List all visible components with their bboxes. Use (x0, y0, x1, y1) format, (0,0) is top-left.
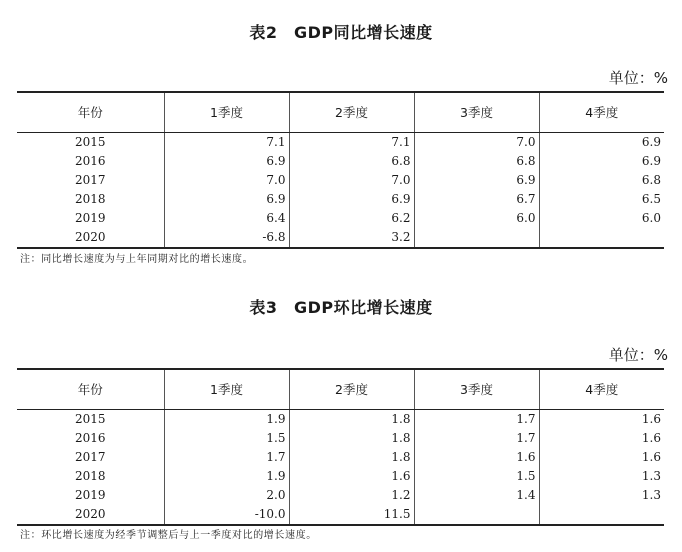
table-row (17, 190, 664, 209)
value-cell: 1.8 (289, 448, 414, 467)
value-cell: 1.4 (414, 486, 539, 505)
value-cell: 1.7 (164, 448, 289, 467)
table-row (17, 171, 664, 190)
value-cell: 7.1 (289, 132, 414, 152)
value-cell (414, 228, 539, 248)
table-row (17, 467, 664, 486)
value-cell: 1.3 (641, 487, 661, 502)
year-cell: 2017 (17, 171, 164, 190)
value-cell: 6.0 (414, 209, 539, 228)
year-cell: 2016 (17, 152, 164, 171)
value-cell: 1.9 (164, 467, 289, 486)
table3-gdp-qoq (17, 368, 664, 526)
value-cell: 6.9 (289, 190, 414, 209)
table-row (17, 228, 664, 248)
table2-gdp-yoy (17, 91, 664, 249)
value-cell: 1.6 (641, 449, 661, 464)
value-cell: 1.8 (289, 429, 414, 448)
table-row (17, 209, 664, 228)
header-q3: 3季度 (414, 369, 539, 409)
year-cell: 2015 (17, 132, 164, 152)
value-cell: 6.9 (641, 153, 661, 168)
year-cell: 2020 (17, 505, 164, 525)
value-cell: 1.8 (289, 409, 414, 429)
value-cell: 1.3 (641, 468, 661, 483)
value-cell: 6.9 (164, 190, 289, 209)
value-cell: 1.6 (641, 411, 661, 426)
table-row (17, 152, 664, 171)
value-cell: 1.9 (164, 409, 289, 429)
value-cell (539, 505, 664, 525)
table-row (17, 429, 664, 448)
value-cell: 6.5 (641, 191, 661, 206)
value-cell: 6.8 (414, 152, 539, 171)
value-cell: 1.5 (164, 429, 289, 448)
table2-header-row (17, 92, 664, 132)
value-cell: 6.9 (414, 171, 539, 190)
header-q2: 2季度 (289, 92, 414, 132)
value-cell: 1.2 (289, 486, 414, 505)
value-cell: 1.7 (414, 409, 539, 429)
value-cell: 7.1 (164, 132, 289, 152)
year-cell: 2016 (17, 429, 164, 448)
header-year: 年份 (17, 92, 164, 132)
header-q4: 4季度 (539, 92, 664, 132)
table2-title: 表2 GDP同比增长速度 (249, 23, 433, 42)
table-row (17, 486, 664, 505)
value-cell: 7.0 (289, 171, 414, 190)
value-cell: 6.8 (641, 172, 661, 187)
value-cell: 7.0 (414, 132, 539, 152)
value-cell: 6.2 (289, 209, 414, 228)
value-cell: 6.9 (164, 152, 289, 171)
header-year: 年份 (17, 369, 164, 409)
value-cell: 6.8 (289, 152, 414, 171)
value-cell: 3.2 (289, 228, 414, 248)
value-cell (414, 505, 539, 525)
year-cell: 2018 (17, 190, 164, 209)
header-q1: 1季度 (164, 369, 289, 409)
table2-note: 注：同比增长速度为与上年同期对比的增长速度。 (20, 254, 254, 265)
year-cell: 2020 (17, 228, 164, 248)
year-cell: 2017 (17, 448, 164, 467)
header-q2: 2季度 (289, 369, 414, 409)
table3-title: 表3 GDP环比增长速度 (249, 298, 433, 317)
value-cell: 1.7 (414, 429, 539, 448)
header-q1: 1季度 (164, 92, 289, 132)
table-row (17, 448, 664, 467)
header-q3: 3季度 (414, 92, 539, 132)
value-cell (539, 228, 664, 248)
table-row (17, 409, 664, 429)
table-row (17, 505, 664, 525)
value-cell: 6.7 (414, 190, 539, 209)
year-cell: 2015 (17, 409, 164, 429)
value-cell: 11.5 (289, 505, 414, 525)
table3-note: 注：环比增长速度为经季节调整后与上一季度对比的增长速度。 (20, 530, 317, 541)
table2-unit: 单位：% (608, 69, 668, 87)
year-cell: 2018 (17, 467, 164, 486)
table3-header-row (17, 369, 664, 409)
value-cell: 7.0 (164, 171, 289, 190)
value-cell: 6.0 (641, 210, 661, 225)
value-cell: 2.0 (164, 486, 289, 505)
value-cell: 1.6 (641, 430, 661, 445)
table-row (17, 132, 664, 152)
value-cell: 1.6 (289, 467, 414, 486)
value-cell: 6.9 (641, 134, 661, 149)
value-cell: 6.4 (164, 209, 289, 228)
value-cell: -6.8 (164, 228, 289, 248)
value-cell: 1.6 (414, 448, 539, 467)
value-cell: 1.5 (414, 467, 539, 486)
value-cell: -10.0 (164, 505, 289, 525)
year-cell: 2019 (17, 209, 164, 228)
table3-unit: 单位：% (608, 346, 668, 364)
year-cell: 2019 (17, 486, 164, 505)
header-q4: 4季度 (539, 369, 664, 409)
